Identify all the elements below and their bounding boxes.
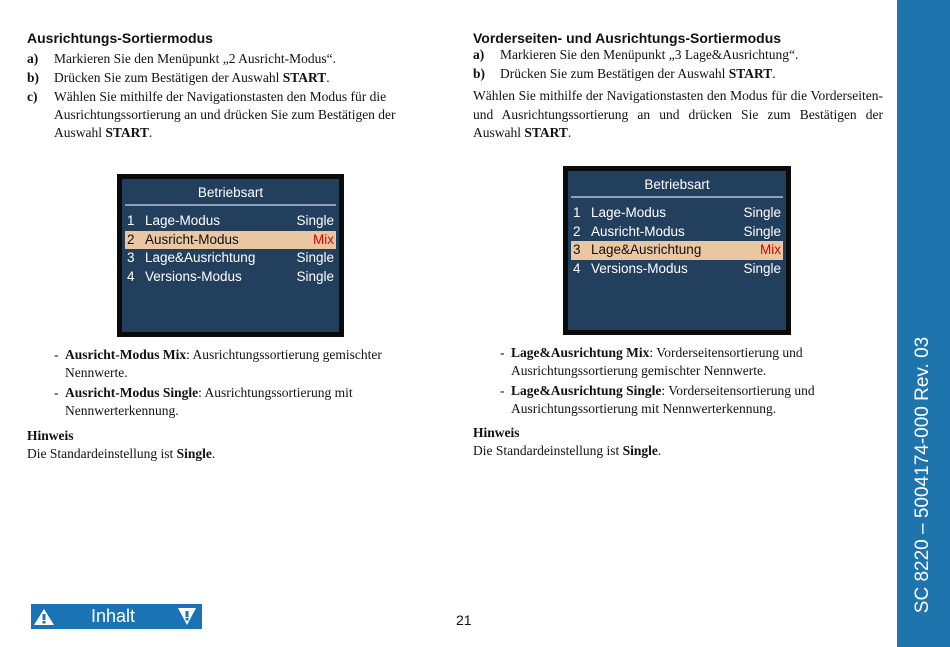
step-a xyxy=(473,46,883,64)
contents-nav-bar[interactable] xyxy=(31,604,202,629)
step-text: Markieren Sie den Menüpunkt „2 Ausricht-Modus“. xyxy=(54,51,336,66)
step-label: b) xyxy=(473,66,486,81)
step-label: a) xyxy=(473,47,485,62)
note-text: Die Standardeinstellung ist Single. xyxy=(473,443,662,458)
menu-row-1: 1 Lage-Modus Single xyxy=(573,205,781,220)
note-right xyxy=(473,424,873,460)
previous-page-icon[interactable] xyxy=(31,604,57,629)
step-text: Drücken Sie zum Bestätigen der Auswahl START. xyxy=(500,66,776,81)
screen-title: Betriebsart xyxy=(571,173,783,198)
step-a xyxy=(27,50,437,68)
step-text: Wählen Sie mithilfe der Navigationstasten den Modus für die Ausrichtungssortierung an und drücken Sie zum Bestätigen der Auswahl START. xyxy=(54,89,396,140)
step-label: c) xyxy=(27,89,38,104)
step-text: Drücken Sie zum Bestätigen der Auswahl START. xyxy=(54,70,330,85)
contents-link[interactable]: Inhalt xyxy=(91,606,136,626)
step-text: Markieren Sie den Menüpunkt „3 Lage&Ausrichtung“. xyxy=(500,47,799,62)
list-item: - Ausricht-Modus Mix: Ausrichtungssortierung gemischter Nennwerte. xyxy=(54,347,382,380)
step-label: a) xyxy=(27,51,39,66)
device-screen-left xyxy=(117,174,344,337)
step-b xyxy=(473,65,883,83)
menu-row-2-selected: 2 Ausricht-Modus Mix xyxy=(125,231,336,250)
note-heading: Hinweis xyxy=(27,428,74,443)
bullet-list-left xyxy=(54,346,424,422)
note-heading: Hinweis xyxy=(473,425,520,440)
list-item: - Lage&Ausrichtung Mix: Vorderseitensortierung und Ausrichtungssortierung gemischter Nennwerte. xyxy=(500,345,803,378)
step-c xyxy=(27,88,437,142)
menu-row-2: 2 Ausricht-Modus Single xyxy=(573,223,781,239)
screen-title: Betriebsart xyxy=(125,181,336,206)
note-text: Die Standardeinstellung ist Single. xyxy=(27,446,216,461)
step-b xyxy=(27,69,437,87)
device-screen-right xyxy=(563,166,791,335)
note-left xyxy=(27,427,427,463)
next-page-icon[interactable] xyxy=(172,604,202,629)
menu-row-4: 4 Versions-Modus Single xyxy=(573,260,781,276)
screen-display xyxy=(122,179,339,332)
menu-row-3: 3 Lage&Ausrichtung Single xyxy=(127,250,334,265)
menu-row-4: 4 Versions-Modus Single xyxy=(127,268,334,284)
page-number: 21 xyxy=(456,612,472,628)
section-title-vorderseiten: Vorderseiten- und Ausrichtungs-Sortiermodus xyxy=(473,30,782,46)
menu-row-1: 1 Lage-Modus Single xyxy=(127,213,334,228)
step-label: b) xyxy=(27,70,40,85)
list-item: - Lage&Ausrichtung Single: Vorderseitensortierung und Ausrichtungssortierung mit Nennwerterkennung. xyxy=(500,383,815,416)
bullet-list-right xyxy=(500,344,885,420)
instruction-paragraph: Wählen Sie mithilfe der Navigationstasten den Modus für die Vorderseiten- und Ausrichtungssortierung an und drücken Sie zum Bestätigen der Auswahl START. xyxy=(473,88,883,140)
menu-row-3-selected: 3 Lage&Ausrichtung Mix xyxy=(571,241,783,260)
left-column xyxy=(27,30,437,143)
section-title-ausrichtung: Ausrichtungs-Sortiermodus xyxy=(27,30,213,46)
right-column xyxy=(473,30,883,143)
list-item: - Ausricht-Modus Single: Ausrichtungssortierung mit Nennwerterkennung. xyxy=(54,385,353,418)
document-id-label: SC 8220 – 5004174-000 Rev. 03 xyxy=(912,336,933,614)
screen-display xyxy=(568,171,786,330)
